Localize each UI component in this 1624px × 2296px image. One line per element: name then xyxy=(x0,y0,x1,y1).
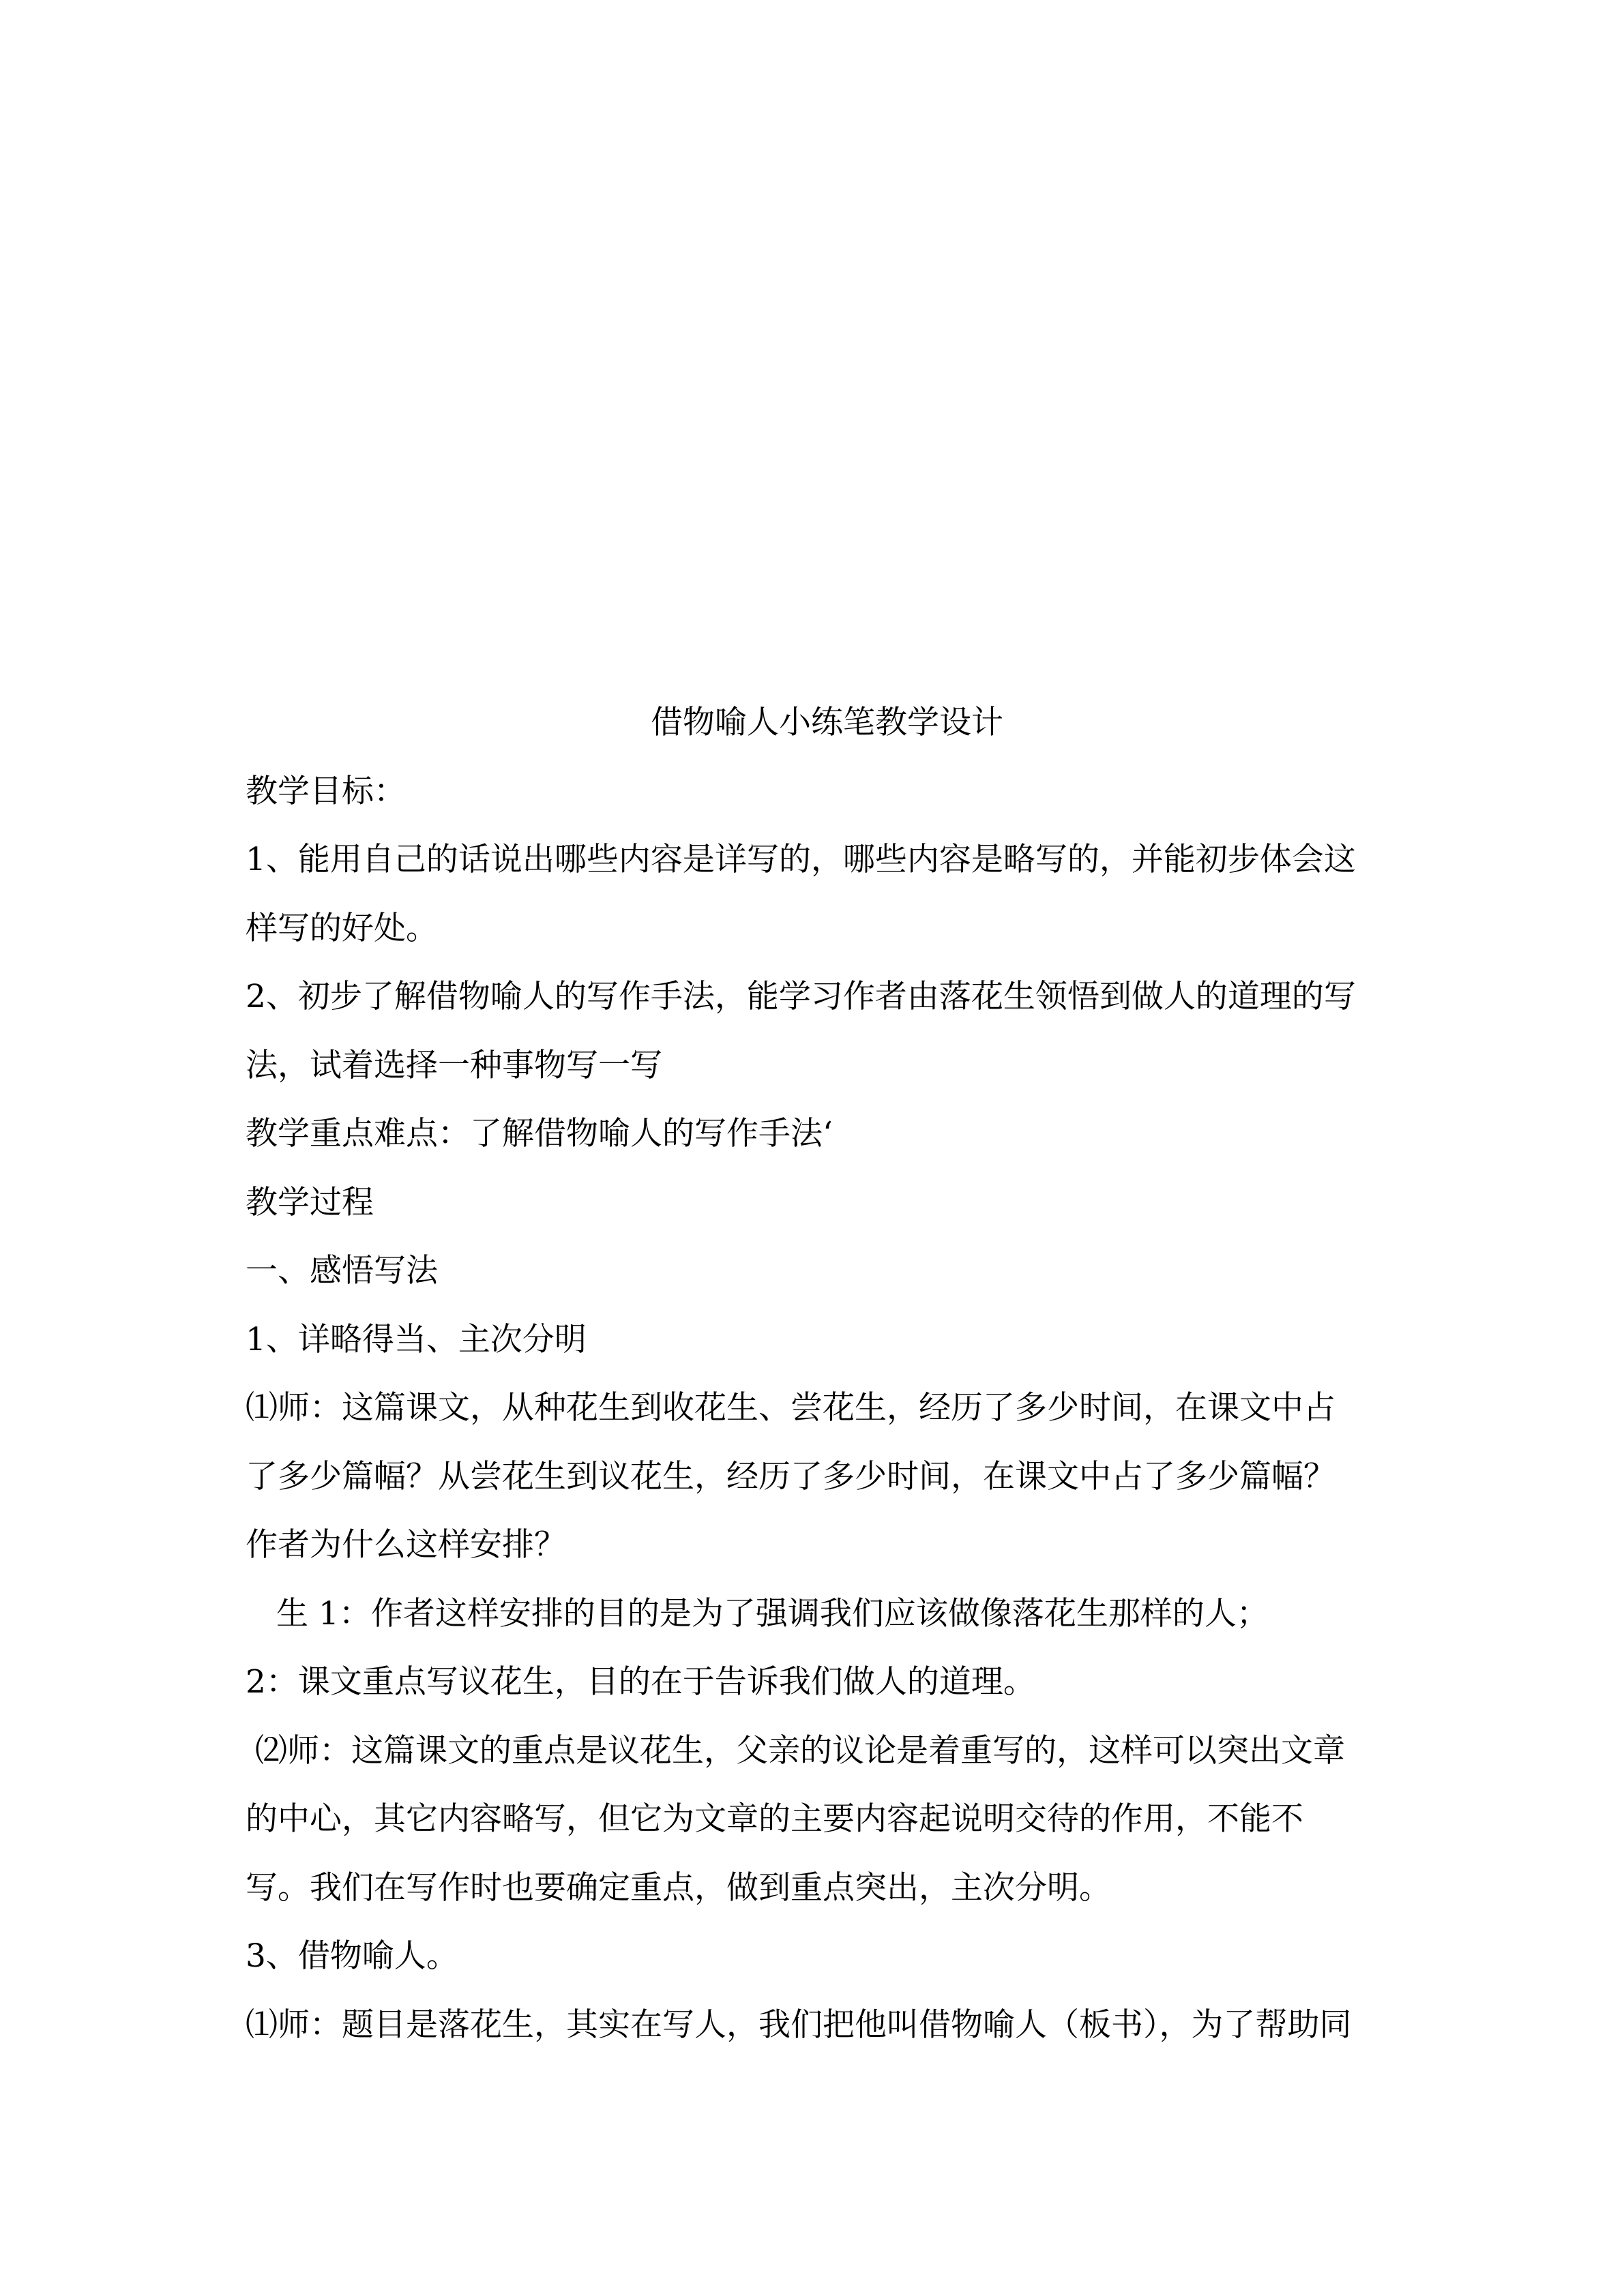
paragraph-line: 法，试着选择一种事物写一写 xyxy=(246,1046,662,1084)
subheading-line: 3、借物喻人。 xyxy=(246,1937,458,1975)
section-heading-key-points: 教学重点难点：了解借物喻人的写作手法‘ xyxy=(246,1115,833,1152)
subheading-line: 1、详略得当、主次分明 xyxy=(246,1320,587,1358)
student-answer-line: 2：课文重点写议花生，目的在于告诉我们做人的道理。 xyxy=(246,1663,1035,1701)
paragraph-line: 样写的好处。 xyxy=(246,909,438,947)
paragraph-line: 了多少篇幅？从尝花生到议花生，经历了多少时间，在课文中占了多少篇幅？ xyxy=(246,1457,1335,1495)
paragraph-line: ⑵师：这篇课文的重点是议花生，父亲的议论是着重写的，这样可以突出文章 xyxy=(255,1731,1345,1770)
paragraph-line: 写。我们在写作时也要确定重点，做到重点突出，主次分明。 xyxy=(246,1868,1111,1907)
paragraph-line: ⑴师：题目是落花生，其实在写人，我们把他叫借物喻人（板书），为了帮助同 xyxy=(246,2006,1352,2044)
paragraph-line: 2、初步了解借物喻人的写作手法，能学习作者由落花生领悟到做人的道理的写 xyxy=(246,978,1356,1015)
paragraph-line: ⑴师：这篇课文，从种花生到收花生、尝花生，经历了多少时间，在课文中占 xyxy=(246,1389,1335,1427)
section-heading-process: 教学过程 xyxy=(246,1183,374,1221)
paragraph-line: 1、能用自己的话说出哪些内容是详写的，哪些内容是略写的，并能初步体会这 xyxy=(246,841,1356,878)
paragraph-line: 作者为什么这样安排？ xyxy=(246,1526,566,1564)
document-body xyxy=(246,689,1381,2059)
paragraph-line: 的中心，其它内容略写，但它为文章的主要内容起说明交待的作用，不能不 xyxy=(246,1800,1303,1838)
section-heading-objectives: 教学目标： xyxy=(246,772,406,810)
student-answer-line: 生 1：作者这样安排的目的是为了强调我们应该做像落花生那样的人； xyxy=(276,1594,1269,1632)
section-heading-part-one: 一、感悟写法 xyxy=(246,1252,438,1289)
document-title: 借物喻人小练笔教学设计 xyxy=(651,704,1003,741)
